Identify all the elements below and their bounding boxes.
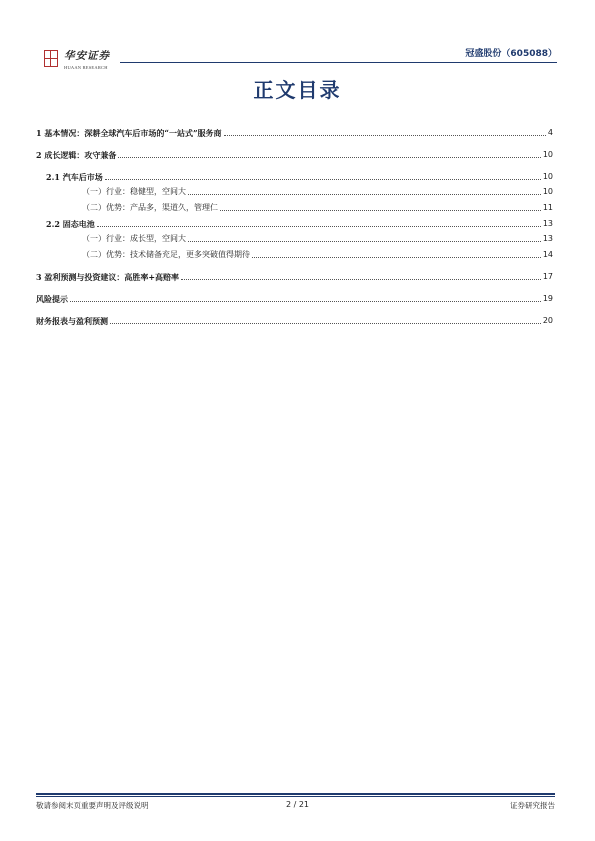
toc-entry[interactable] <box>36 217 553 229</box>
toc-leader <box>252 257 541 258</box>
footer-divider-thin <box>36 796 555 797</box>
company-name: 冠盛股份（605088） <box>465 49 557 59</box>
toc-leader <box>70 301 541 302</box>
toc-entry-page: 14 <box>542 250 553 259</box>
page-number: 2 / 21 <box>285 800 310 809</box>
toc-leader <box>181 279 541 280</box>
toc-entry-label: 2.2 固态电池 <box>46 219 95 229</box>
toc-entry-page: 20 <box>542 316 553 325</box>
toc-entry[interactable] <box>36 314 553 326</box>
toc-entry-page: 10 <box>542 150 553 159</box>
toc-entry[interactable] <box>36 270 553 282</box>
toc-entry-page: 13 <box>542 234 553 243</box>
toc-entry-page: 10 <box>542 187 553 196</box>
toc-entry-label: （二）优势：技术储备充足，更多突破值得期待 <box>82 250 250 259</box>
toc-leader <box>110 323 541 324</box>
footer-divider <box>36 793 555 795</box>
toc-leader <box>224 135 546 136</box>
footer-disclaimer: 敬请参阅末页重要声明及评级说明 <box>36 801 149 810</box>
page-title: 正文目录 <box>253 78 342 102</box>
toc-entry-label: （一）行业：稳健型，空间大 <box>82 187 186 196</box>
toc-entry[interactable] <box>36 126 553 138</box>
toc-leader <box>188 241 541 242</box>
report-type: 证券研究报告 <box>510 801 555 810</box>
toc-entry[interactable] <box>36 232 553 244</box>
toc-leader <box>188 194 541 195</box>
toc-entry-page: 13 <box>542 219 553 228</box>
toc-entry-label: （一）行业：成长型，空间大 <box>82 234 186 243</box>
toc-entry-page: 4 <box>547 128 553 137</box>
toc-entry-page: 10 <box>542 172 553 181</box>
toc-entry-label: 3 盈利预测与投资建议：高胜率+高赔率 <box>36 272 180 282</box>
toc-entry[interactable] <box>36 185 553 197</box>
toc-leader <box>118 157 540 158</box>
toc-leader <box>105 179 541 180</box>
toc-entry-label: 2 成长逻辑：攻守兼备 <box>36 150 117 160</box>
logo-subtext: HUAAN RESEARCH <box>64 65 108 70</box>
logo-text: 华安证券 <box>64 50 110 62</box>
toc-entry-page: 11 <box>542 203 553 212</box>
toc-entry-label: 1 基本情况：深耕全球汽车后市场的“一站式”服务商 <box>36 128 222 138</box>
huaan-logo-icon <box>44 50 58 67</box>
toc-entry[interactable] <box>36 170 553 182</box>
toc-leader <box>97 226 541 227</box>
page-header <box>38 46 557 74</box>
toc-entry[interactable] <box>36 148 553 160</box>
toc-entry-label: 财务报表与盈利预测 <box>36 316 108 326</box>
toc-entry-page: 19 <box>542 294 553 303</box>
toc-entry-label: （二）优势：产品多，渠道久，管理仁 <box>82 203 218 212</box>
header-divider <box>120 62 557 63</box>
toc-entry-page: 17 <box>542 272 553 281</box>
toc-entry-label: 风险提示 <box>36 294 68 304</box>
toc-entry[interactable] <box>36 248 553 260</box>
toc-entry[interactable] <box>36 292 553 304</box>
toc-leader <box>220 210 541 211</box>
toc-entry[interactable] <box>36 201 553 213</box>
toc-entry-label: 2.1 汽车后市场 <box>46 172 103 182</box>
